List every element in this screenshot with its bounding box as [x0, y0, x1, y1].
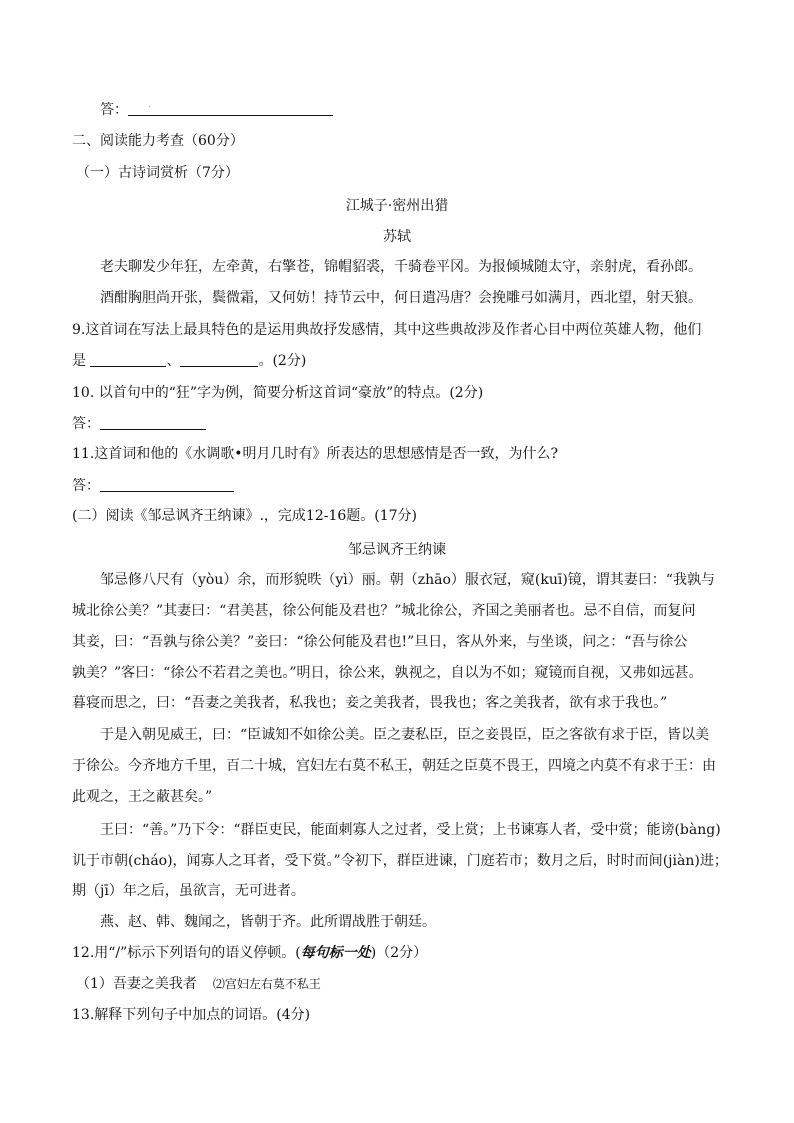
q12-suffix: )（2分） — [370, 945, 428, 961]
prose-p1-line: 暮寝而思之，曰：“吾妻之美我者，私我也；妾之美我者，畏我也；客之美我者，欲有求于我也。” — [72, 695, 668, 711]
part-1-title: （一）古诗词赏析（7分） — [76, 165, 239, 181]
part-2-title: (二）阅读《邹忌讽齐王纳谏》.，完成12-16题。(17分) — [72, 508, 418, 524]
q9-prefix: 是 — [72, 353, 91, 369]
prose-p3-line: 期（jī）年之后，虽欲言，无可进者。 — [72, 883, 305, 899]
answer-line-10 — [72, 414, 206, 434]
answer-label: 答： — [72, 416, 100, 432]
question-13: 13.解释下列句子中加点的词语。(4分) — [72, 1007, 311, 1023]
question-11: 11.这首词和他的《水调歌•明月几时有》所表达的思想感情是否一致，为什么? — [72, 446, 559, 462]
prose-p2-line: 此观之，王之蔽甚矣。” — [72, 789, 213, 805]
poem-line-1: 老夫聊发少年狂，左牵黄，右擎苍，锦帽貂裘，千骑卷平冈。为报倾城随太守，亲射虎，看孙郎。 — [100, 259, 702, 275]
answer-line-top — [100, 100, 333, 120]
prose-p2-line: 于徐公。今齐地方千里，百二十城，宫妇左右莫不私王，朝廷之臣莫不畏王，四境之内莫不有求于王：由 — [72, 758, 716, 774]
q12-prefix: 12.用“/”标示下列语句的语义停顿。( — [72, 945, 301, 961]
prose-p1-line: 其妾，曰：“吾孰与徐公美？”妾曰：“徐公何能及君也!”旦日，客从外来，与坐谈，问之：“吾与徐公 — [72, 634, 688, 650]
q12-item-1: （1）吾妻之美我者 — [76, 976, 197, 992]
poem-author: 苏轼 — [383, 229, 411, 245]
q9-sep: 、 — [166, 353, 181, 369]
poem-title: 江城子·密州出猎 — [345, 198, 449, 214]
q12-item-2: ⑵宫妇左右莫不私王 — [212, 977, 321, 991]
prose-p3-line: 王曰：“善。”乃下令：“群臣吏民，能面刺寡人之过者，受上赏；上书谏寡人者，受中赏；能谤(bàng) — [100, 822, 721, 838]
question-10: 10. 以首句中的“狂”字为例，简要分析这首词“豪放”的特点。(2分) — [72, 385, 484, 401]
answer-label: 答： — [100, 102, 128, 118]
q9-blank-1[interactable] — [90, 352, 166, 367]
answer-dot: . — [148, 99, 152, 110]
question-9: 9.这首词在写法上最具特色的是运用典故抒发感情，其中这些典故涉及作者心目中两位英雄人物，他们 — [72, 322, 702, 338]
question-9-blanks — [72, 351, 306, 371]
prose-p1-line: 孰美？”客曰：“徐公不若君之美也。”明日，徐公来，孰视之，自以为不如；窥镜而自视，又弗如远甚。 — [72, 665, 703, 681]
prose-p4-line: 燕、赵、韩、魏闻之，皆朝于齐。此所谓战胜于朝廷。 — [100, 914, 436, 930]
q11-answer-blank[interactable] — [100, 477, 234, 492]
prose-p3-line: 讥于市朝(cháo)，闻寡人之耳者，受下赏。”令初下，群臣进谏，门庭若市；数月之后，时时而间(jiàn)进； — [72, 853, 728, 869]
question-12 — [72, 943, 427, 963]
answer-line-11 — [72, 476, 234, 496]
poem-line-2: 酒酣胸胆尚开张，鬓微霜，又何妨！持节云中，何日遣冯唐？会挽雕弓如满月，西北望，射天狼。 — [100, 290, 702, 306]
prose-p1-line: 城北徐公美？”其妻曰：“君美甚，徐公何能及君也？”城北徐公，齐国之美丽者也。忌不自信，而复问 — [72, 603, 696, 619]
q9-suffix: 。(2分) — [258, 353, 307, 369]
answer-blank[interactable] — [128, 101, 333, 116]
section-2-title: 二、阅读能力考查（60分） — [72, 133, 244, 149]
prose-title: 邹忌讽齐王纳谏 — [348, 542, 446, 558]
q9-blank-2[interactable] — [180, 352, 258, 367]
answer-label: 答： — [72, 478, 100, 494]
prose-p1-line: 邹忌修八尺有（yòu）余，而形貌昳（yì）丽。朝（zhāo）服衣冠，窥(kuī)镜，谓其妻曰：“我孰与 — [100, 572, 715, 588]
q10-answer-blank[interactable] — [100, 415, 206, 430]
q12-note: 每句标一处 — [300, 945, 371, 961]
prose-p2-line: 于是入朝见威王，曰：“臣诚知不如徐公美。臣之妻私臣，臣之妾畏臣，臣之客欲有求于臣，皆以美 — [100, 727, 710, 743]
question-12-items — [76, 974, 321, 994]
